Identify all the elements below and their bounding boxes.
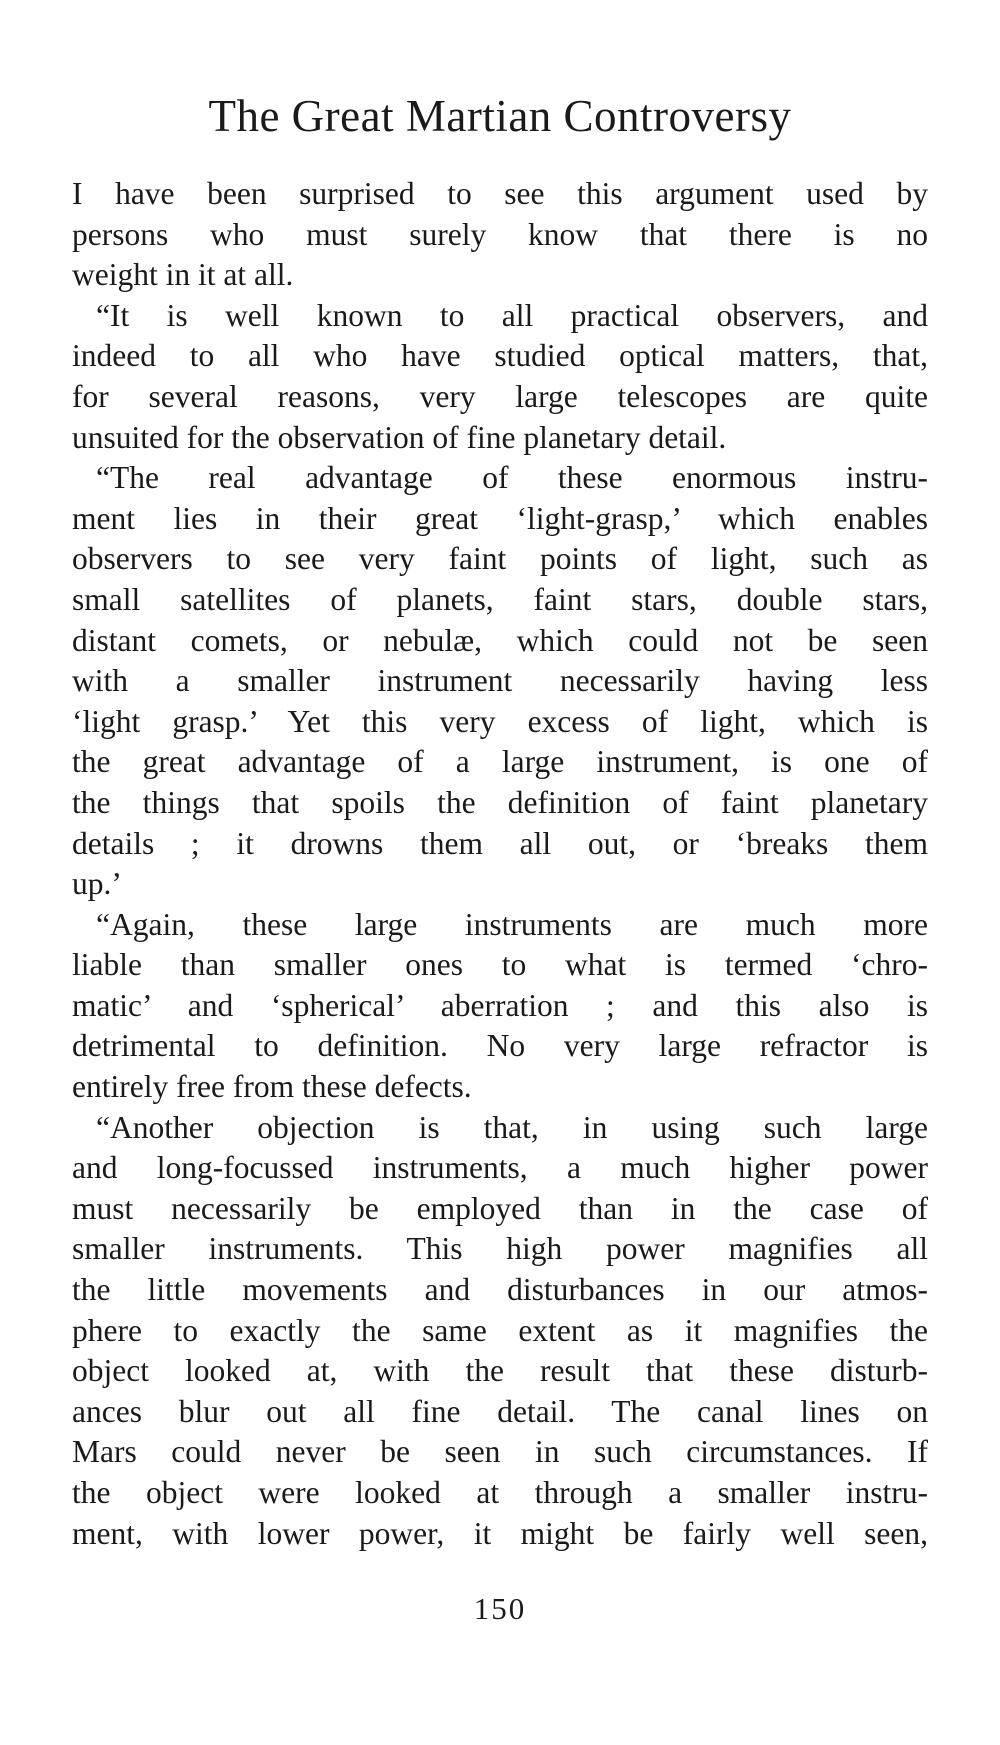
text-line: observers to see very faint points of light, such as [72, 541, 928, 577]
text-line: weight in it at all. [72, 257, 294, 293]
text-line: unsuited for the observation of fine planetary detail. [72, 419, 727, 455]
text-line: persons who must surely know that there is no [72, 216, 928, 252]
text-line: the little movements and disturbances in our atmos- [72, 1272, 928, 1308]
text-line: “Another objection is that, in using such large [96, 1109, 928, 1145]
text-line: ment, with lower power, it might be fairly well seen, [72, 1515, 928, 1551]
text-line: “The real advantage of these enormous instru- [96, 460, 928, 496]
text-line: small satellites of planets, faint stars, double stars, [72, 581, 928, 617]
text-line: for several reasons, very large telescopes are quite [72, 378, 928, 414]
text-line: I have been surprised to see this argument used by [72, 176, 928, 211]
text-line: ances blur out all fine detail. The canal lines on [72, 1393, 928, 1429]
text-line: Mars could never be seen in such circumstances. If [72, 1434, 928, 1470]
running-head: The Great Martian Controversy [208, 91, 792, 141]
text-line: liable than smaller ones to what is termed ‘chro- [72, 947, 928, 983]
text-line: phere to exactly the same extent as it magnifies the [72, 1312, 928, 1348]
text-line: entirely free from these defects. [72, 1069, 472, 1105]
page-number: 150 [473, 1591, 527, 1626]
text-line: the object were looked at through a smaller instru- [72, 1475, 928, 1510]
text-line: with a smaller instrument necessarily having less [72, 663, 928, 699]
body-text [72, 174, 928, 1554]
text-line: “Again, these large instruments are much more [96, 906, 928, 942]
text-line: object looked at, with the result that these disturb- [72, 1353, 928, 1389]
text-line: “It is well known to all practical observers, and [96, 297, 928, 333]
text-line: must necessarily be employed than in the case of [72, 1190, 928, 1226]
text-line: the great advantage of a large instrument, is one of [72, 744, 928, 780]
text-line: detrimental to definition. No very large refractor is [72, 1028, 928, 1064]
text-line: distant comets, or nebulæ, which could not be seen [72, 622, 928, 658]
text-line: ‘light grasp.’ Yet this very excess of light, which is [72, 703, 928, 739]
text-line: up.’ [72, 866, 122, 902]
text-line: matic’ and ‘spherical’ aberration ; and this also is [72, 987, 928, 1023]
text-line: indeed to all who have studied optical matters, that, [72, 338, 928, 374]
text-line: details ; it drowns them all out, or ‘breaks them [72, 825, 928, 861]
text-line: ment lies in their great ‘light-grasp,’ which enables [72, 500, 928, 536]
text-line: and long-focussed instruments, a much higher power [72, 1150, 928, 1186]
text-line: smaller instruments. This high power magnifies all [72, 1231, 928, 1267]
text-line: the things that spoils the definition of faint planetary [72, 784, 928, 820]
